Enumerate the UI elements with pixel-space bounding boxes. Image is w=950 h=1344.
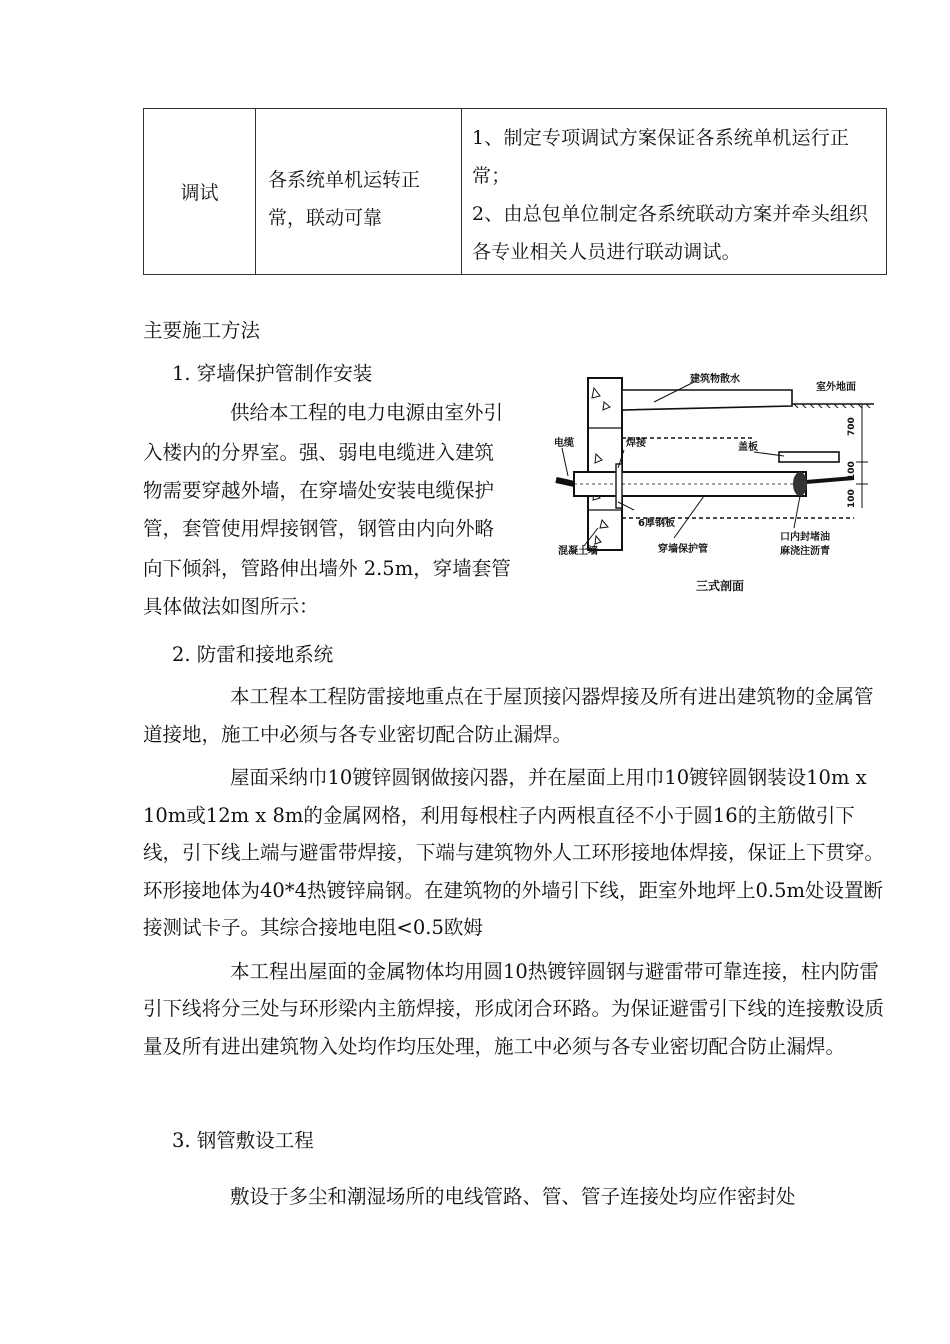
item1-line: 管，套管使用焊接钢管，钢管由内向外略 <box>143 517 495 540</box>
drainage-slab <box>622 390 792 410</box>
item3-body <box>143 1178 887 1216</box>
item-heading-1: 1. 穿墙保护管制作安装 <box>172 362 373 385</box>
label-outdoor-ground: 室外地面 <box>816 382 856 393</box>
table-cell-measures <box>462 109 886 274</box>
debug-table <box>143 108 887 275</box>
item2-paragraph: 屋面采纳巾10镀锌圆钢做接闪器，并在屋面上用巾10镀锌圆钢装设10m x 10m或12m x 8m的金属网格，利用每根柱子内两根直径不小于圆16的主筋做引下线，引下线上端与避雷带焊接，下端与建筑物外人工环形接地体焊接，保证上下贯穿。环形接地体为40*4热镀锌扁钢。在建筑物的外墙引下线，距室外地坪上0.5m处设置断接测试卡子。其综合接地电阻<0.5欧姆 <box>143 766 885 939</box>
cover-plate <box>779 452 839 462</box>
item1-line: 入楼内的分界室。强、弱电电缆进入建筑 <box>143 441 495 464</box>
table-standard-text: 各系统单机运转正常，联动可靠 <box>268 169 421 229</box>
item1-line: 供给本工程的电力电源由室外引 <box>230 401 504 424</box>
item1-line: 向下倾斜，管路伸出墙外 2.5m，穿墙套管 <box>143 557 511 580</box>
label-dim-100a: 100 <box>847 461 857 480</box>
label-steel-plate: 6厚钢板 <box>638 518 675 529</box>
measure-line: 2、由总包单位制定各系统联动方案并牵头组织各专业相关人员进行联动调试。 <box>472 203 869 263</box>
label-sleeve: 穿墙保护管 <box>658 544 708 555</box>
label-cover: 盖板 <box>738 442 758 453</box>
label-seal-2: 麻浇注沥青 <box>780 546 830 557</box>
label-dim-100b: 100 <box>847 489 857 508</box>
table-item-text: 调试 <box>180 182 219 204</box>
table-cell-standard <box>256 109 462 274</box>
measure-line: 1、制定专项调试方案保证各系统单机运行正常； <box>472 127 850 187</box>
label-concrete-wall: 混凝土墙 <box>558 546 598 557</box>
cable-shape <box>556 480 574 484</box>
seal-shape <box>793 472 807 496</box>
item2-paragraph: 本工程出屋面的金属物体均用圆10热镀锌圆钢与避雷带可靠连接，柱内防雷引下线将分三处与环形梁内主筋焊接，形成闭合环路。为保证避雷引下线的连接敷设质量及所有进出建筑物入处均作均压处理，施工中必须与各专业密切配合防止漏焊。 <box>143 959 885 1058</box>
wall-sleeve-section-figure <box>554 368 890 603</box>
steel-plate-shape <box>616 464 622 508</box>
item3-paragraph: 敷设于多尘和潮湿场所的电线管路、管、管子连接处均应作密封处 <box>230 1185 796 1208</box>
label-drainage: 建筑物散水 <box>690 374 740 385</box>
item-heading-2: 2. 防雷和接地系统 <box>172 643 334 666</box>
label-seal: 口内封堵油 <box>780 532 830 543</box>
label-dim-700: 700 <box>847 417 857 436</box>
item2-body <box>143 678 887 1065</box>
item-heading-3: 3. 钢管敷设工程 <box>172 1129 314 1152</box>
section-title: 主要施工方法 <box>143 319 261 342</box>
item1-line: 物需要穿越外墙，在穿墙处安装电缆保护 <box>143 479 495 502</box>
item1-line: 具体做法如图所示： <box>143 595 319 618</box>
label-weld: 焊接 <box>626 438 646 449</box>
table-cell-item <box>144 109 256 274</box>
figure-caption: 三式剖面 <box>696 579 745 593</box>
item2-paragraph: 本工程本工程防雷接地重点在于屋顶接闪器焊接及所有进出建筑物的金属管道接地，施工中必须与各专业密切配合防止漏焊。 <box>143 685 874 746</box>
label-cable: 电缆 <box>554 438 574 449</box>
